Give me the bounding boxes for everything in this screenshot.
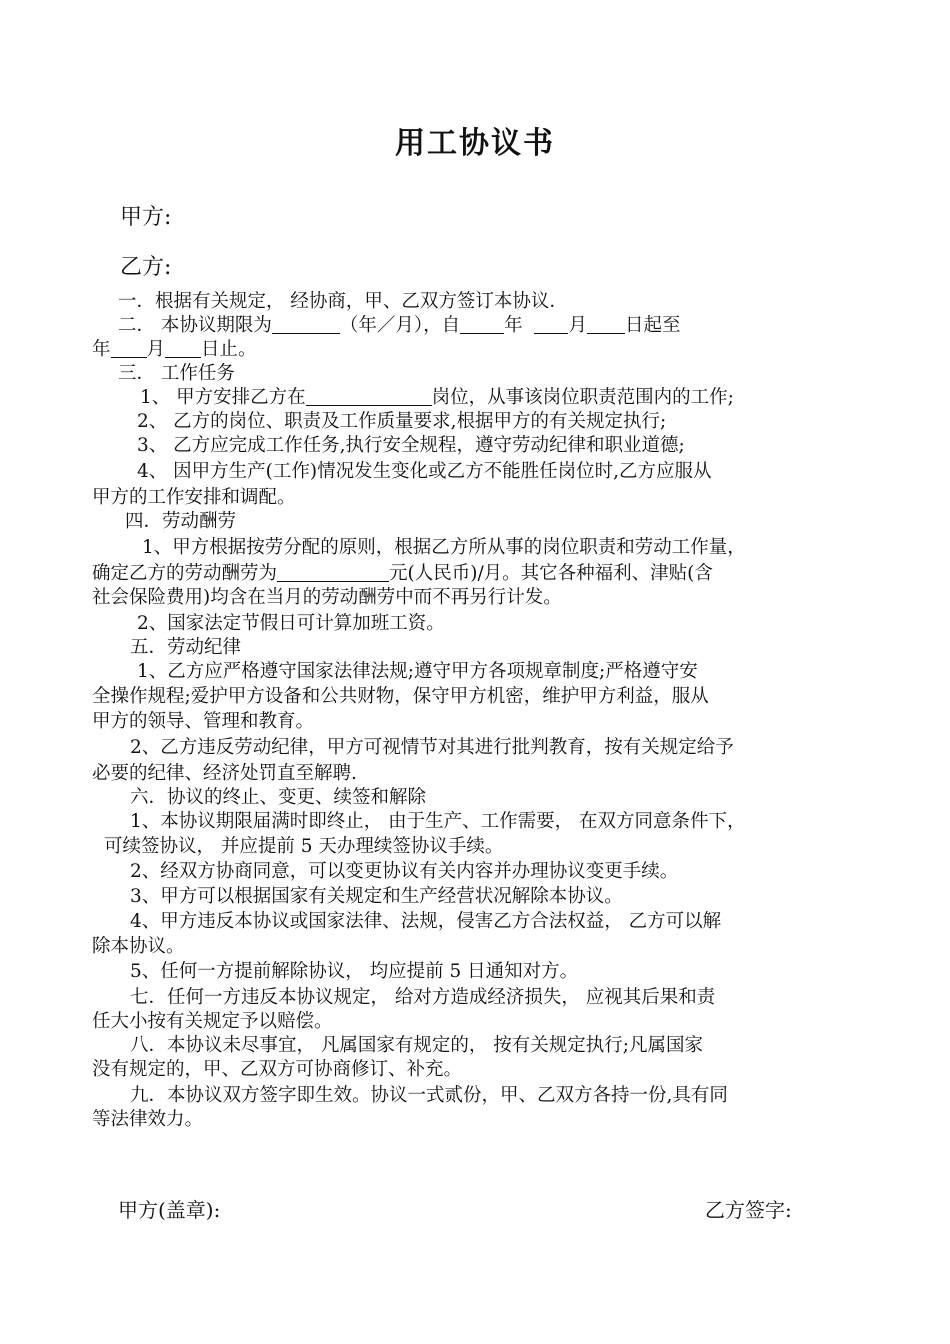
clause-6-1-line-1: 1、本协议期限届满时即终止， 由于生产、工作需要， 在双方同意条件下， [130, 811, 746, 832]
clause-5-2-line-2: 必要的纪律、经济处罚直至解聘. [92, 763, 357, 784]
clause-9-line-2: 等法律效力。 [92, 1109, 204, 1130]
clause-1: 一．根据有关规定， 经协商，甲、乙双方签订本协议． [118, 291, 568, 312]
clause-6-3: 3、甲方可以根据国家有关规定和生产经营状况解除本协议。 [130, 886, 623, 907]
clause-5-1-line-1: 1、乙方应严格遵守国家法律法规;遵守甲方各项规章制度;严格遵守安 [137, 661, 698, 682]
document-title: 用工协议书 [395, 126, 555, 161]
end-month-blank [165, 339, 201, 358]
end-year-blank [111, 339, 147, 358]
clause-4-1-line-1: 1、甲方根据按劳分配的原则，根据乙方所从事的岗位职责和劳动工作量， [142, 537, 746, 558]
start-month-blank [534, 315, 568, 334]
clause-5-heading: 五．劳动纪律 [130, 637, 242, 658]
clause-7-line-2: 任大小按有关规定予以赔偿。 [92, 1011, 333, 1032]
party-b-label: 乙方: [120, 255, 172, 280]
clause-8-line-1: 八．本协议未尽事宜， 凡属国家有规定的， 按有关规定执行;凡属国家 [130, 1035, 703, 1056]
clause-6-heading: 六．协议的终止、变更、续签和解除 [130, 787, 427, 808]
clause-2-line-1: 二． 本协议期限为 （年／月），自 年 月 日起至 [118, 315, 681, 336]
salary-blank [277, 563, 389, 582]
term-blank [272, 315, 340, 334]
clause-6-2: 2、经双方协商同意，可以变更协议有关内容并办理协议变更手续。 [130, 861, 679, 882]
clause-8-line-2: 没有规定的，甲、乙双方可协商修订、补充。 [92, 1059, 463, 1080]
clause-6-1-line-2: 可续签协议， 并应提前 5 天办理续签协议手续。 [104, 836, 504, 857]
clause-3-1: 1、 甲方安排乙方在 岗位，从事该岗位职责范围内的工作; [140, 387, 734, 408]
clause-3-heading: 三． 工作任务 [118, 363, 235, 384]
party-a-seal-label: 甲方(盖章): [118, 1198, 221, 1222]
clause-7-line-1: 七．任何一方违反本协议规定， 给对方造成经济损失， 应视其后果和责 [130, 987, 716, 1008]
start-day-blank [587, 315, 625, 334]
clause-6-5: 5、任何一方提前解除协议， 均应提前 5 日通知对方。 [130, 961, 579, 982]
clause-6-4-line-2: 除本协议。 [92, 936, 185, 957]
position-blank [306, 387, 432, 406]
clause-5-1-line-2: 全操作规程;爱护甲方设备和公共财物，保守甲方机密，维护甲方利益，服从 [92, 686, 709, 707]
clause-3-3: 3、 乙方应完成工作任务,执行安全规程，遵守劳动纪律和职业道德; [137, 435, 685, 456]
clause-4-1-line-3: 社会保险费用)均含在当月的劳动酬劳中而不再另行计发。 [92, 587, 562, 608]
clause-4-2: 2、国家法定节假日可计算加班工资。 [137, 613, 445, 634]
clause-3-2: 2、 乙方的岗位、职责及工作质量要求,根据甲方的有关规定执行; [137, 411, 667, 432]
clause-5-1-line-3: 甲方的领导、管理和教育。 [92, 711, 315, 732]
clause-9-line-1: 九．本协议双方签字即生效。协议一式贰份，甲、乙双方各持一份,具有同 [130, 1085, 728, 1106]
clause-5-2-line-1: 2、乙方违反劳动纪律，甲方可视情节对其进行批判教育，按有关规定给予 [130, 737, 734, 758]
clause-3-4-line-1: 4、 因甲方生产(工作)情况发生变化或乙方不能胜任岗位时,乙方应服从 [137, 461, 712, 482]
clause-2-line-2: 年 月 日止。 [92, 339, 257, 360]
clause-3-4-line-2: 甲方的工作安排和调配。 [92, 487, 296, 508]
party-a-label: 甲方: [120, 205, 172, 230]
clause-6-4-line-1: 4、甲方违反本协议或国家法律、法规，侵害乙方合法权益， 乙方可以解 [130, 911, 722, 932]
party-b-signature-label: 乙方签字: [705, 1198, 792, 1222]
clause-4-heading: 四．劳动酬劳 [125, 511, 237, 532]
clause-4-1-line-2: 确定乙方的劳动酬劳为 元(人民币)/月。其它各种福利、津贴(含 [92, 563, 713, 584]
start-year-blank [460, 315, 504, 334]
